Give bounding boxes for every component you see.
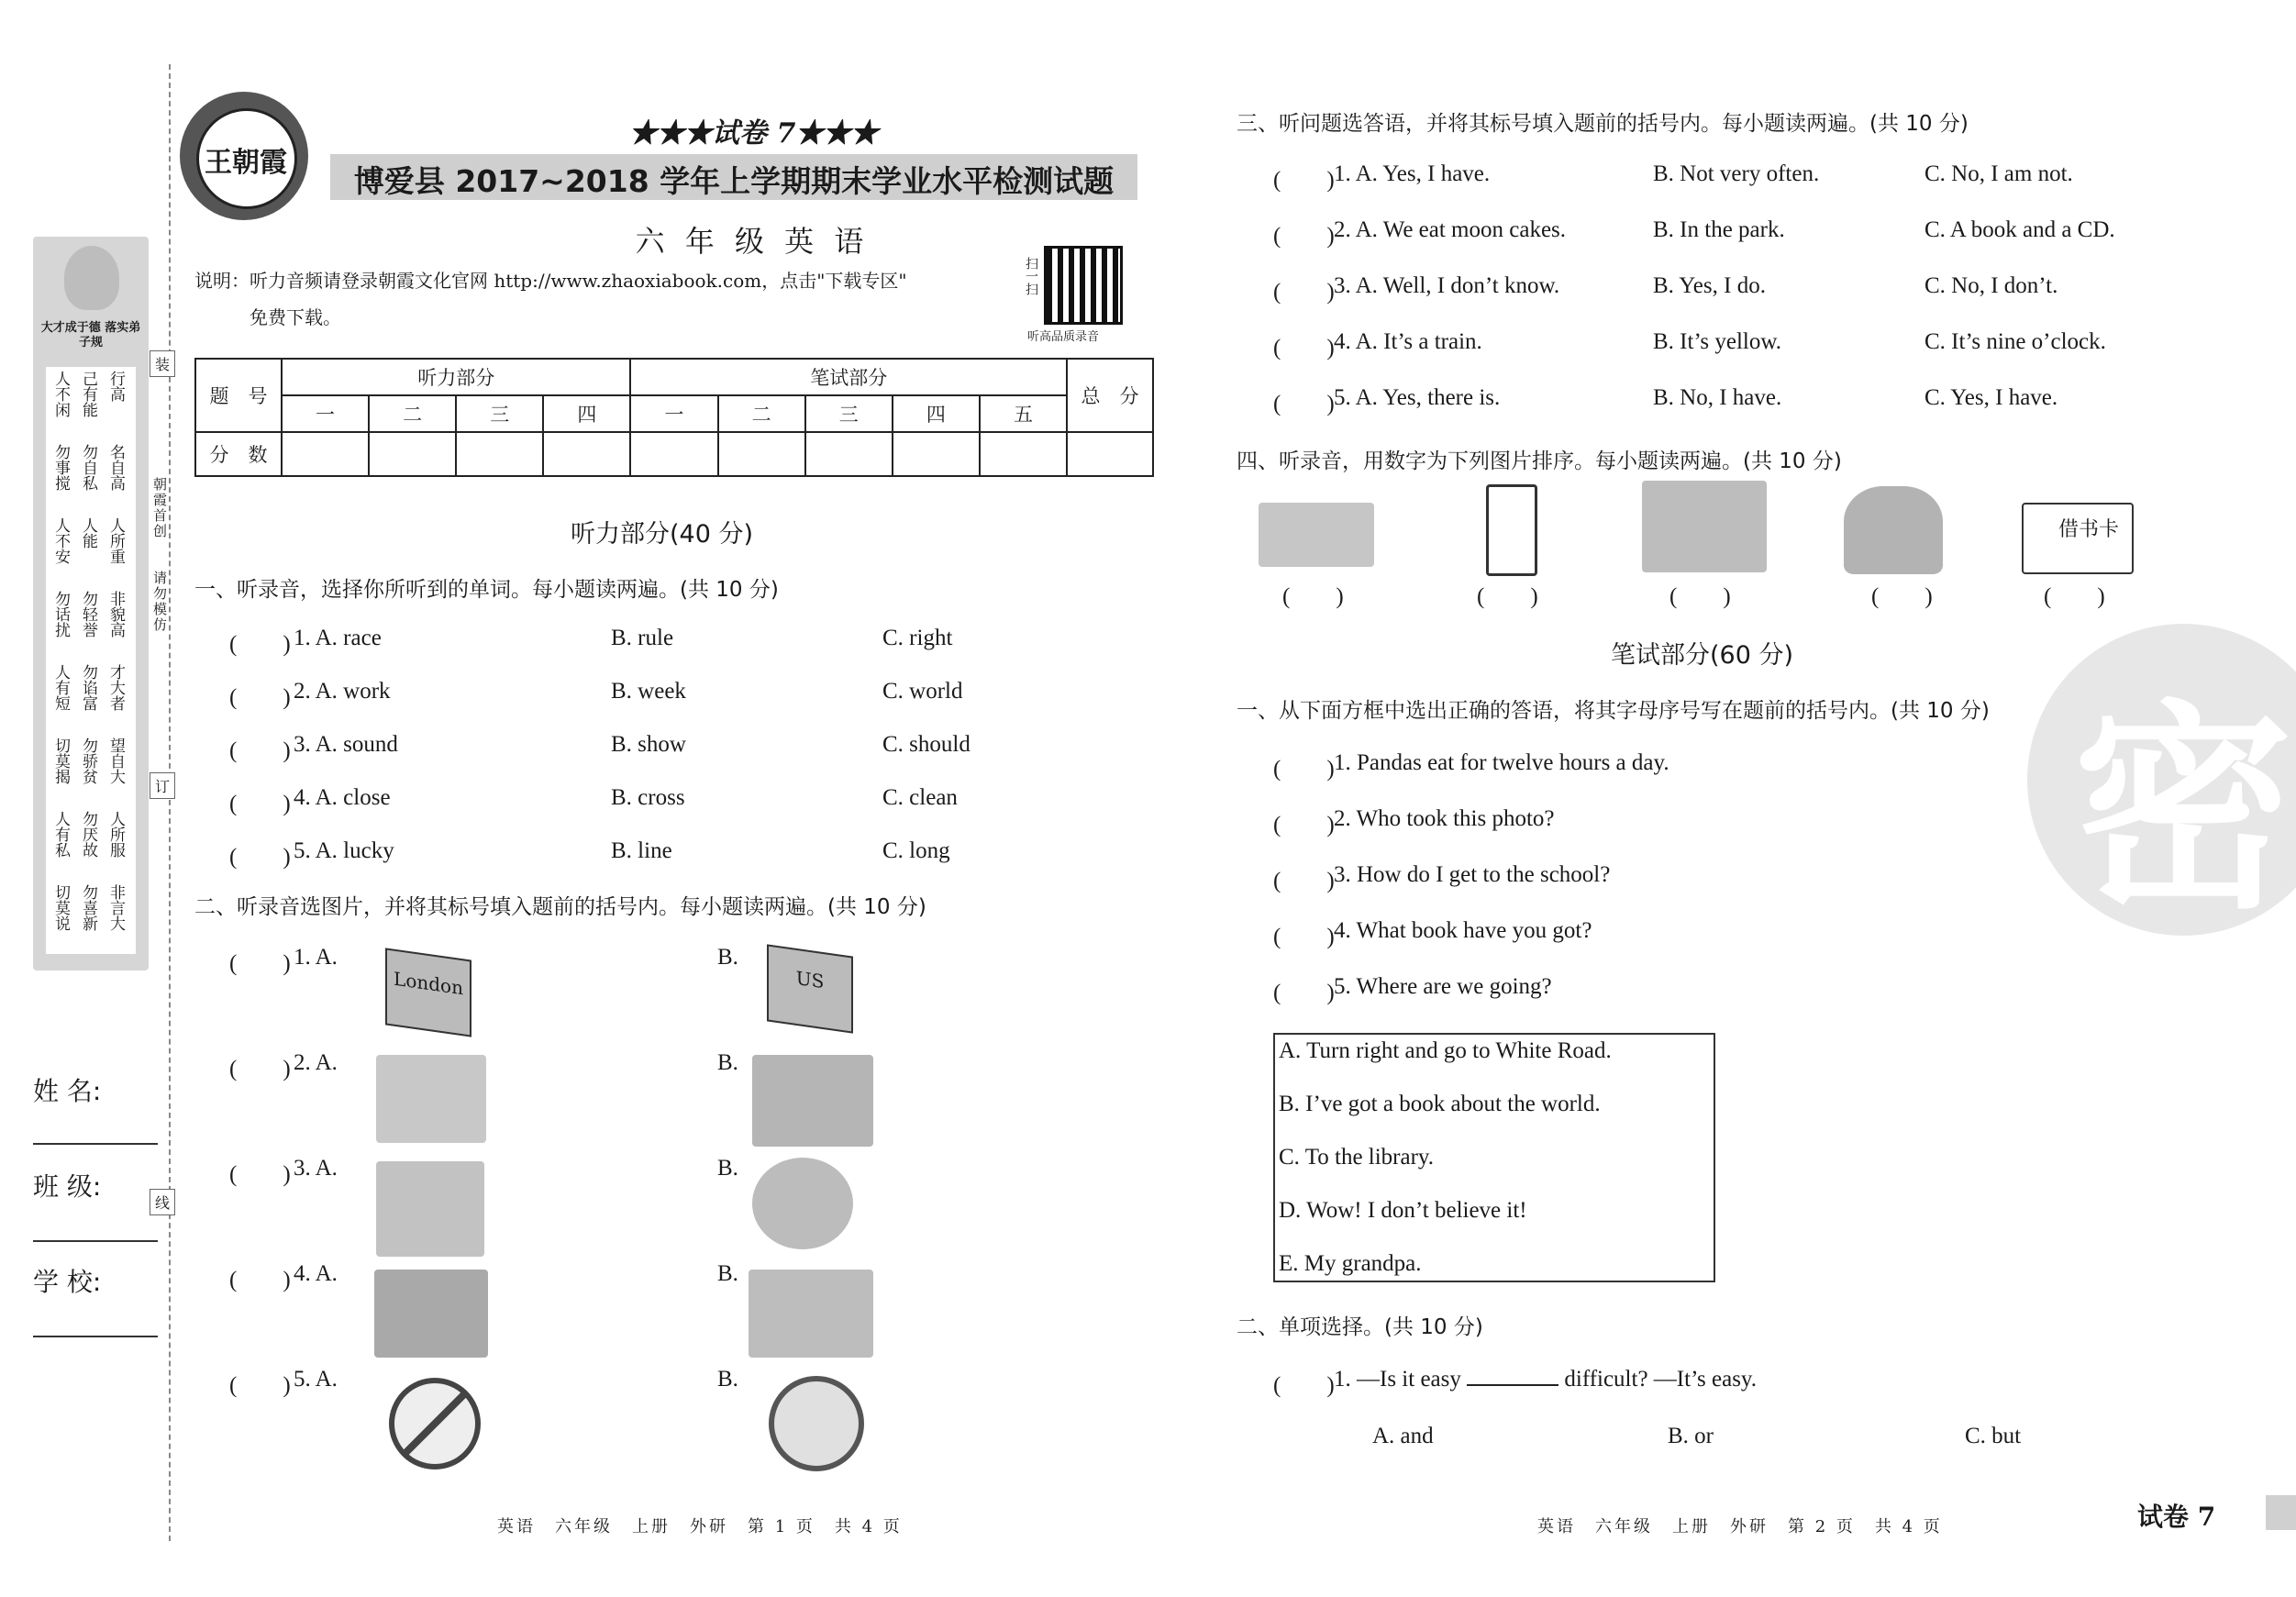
option-b: B. Not very often. [1653,161,1820,186]
book-us-label: US [795,966,825,993]
answer-paren[interactable]: ( ) [1273,925,1335,949]
elephants-image [752,1055,873,1147]
answer-option: D. Wow! I don’t believe it! [1279,1198,1527,1223]
binding-line [169,64,171,1541]
option-b: B. week [611,679,686,704]
option-c: C. long [882,838,950,863]
answer-paren[interactable]: ( ) [1282,584,1344,609]
col-header: 二 [718,395,805,432]
school-label: 学 校: [33,1267,102,1297]
option-c: C. It’s nine o’clock. [1924,329,2106,354]
motto-text: 人有私 [51,811,70,858]
name-field[interactable] [33,1143,158,1145]
buildings-image [374,1270,488,1358]
motto-text: 才大者 [106,664,125,711]
answer-paren[interactable]: ( ) [1273,168,1335,193]
option-b: B. [717,1050,738,1075]
qr-code-icon[interactable] [1044,246,1123,325]
qr-caption: 听高品质录音 [1027,330,1100,344]
strip-caption: 大才成于德 落实弟子规 [40,321,141,349]
answer-paren[interactable]: ( ) [1669,584,1731,609]
score-table [194,358,1154,477]
option-a: 3. A. sound [294,732,398,757]
answer-option: C. To the library. [1279,1145,1435,1170]
option-b: B. show [611,732,686,757]
motto-text: 行高 [106,371,125,402]
listening-q3-heading: 三、听问题选答语，并将其标号填入题前的括号内。每小题读两遍。(共 10 分) [1237,112,1969,136]
option-a: 5. A. Yes, there is. [1334,385,1501,410]
motto-text: 非言大 [106,884,125,931]
paper-badge: 试卷 7 [2137,1502,2216,1532]
motto-text: 勿事搅 [51,444,70,491]
motto-text: 人所服 [106,811,125,858]
col-header: 五 [980,395,1067,432]
motto-text: 勿喜新 [79,884,97,931]
answer-paren[interactable]: ( ) [1273,392,1335,416]
listening-q1-heading: 一、听录音，选择你所听到的单词。每小题读两遍。(共 10 分) [194,578,779,602]
option-b: B. cross [611,785,685,810]
answer-paren[interactable]: ( ) [229,685,291,710]
score-cell[interactable] [369,432,456,476]
question-text: 3. How do I get to the school? [1334,862,1611,887]
score-cell[interactable] [893,432,980,476]
motto-text: 人不闲 [51,371,70,417]
footer-right: 英语 六年级 上册 外研 第 2 页 共 4 页 [1537,1517,1943,1536]
motto-text: 人能 [79,517,97,549]
fill-blank[interactable] [1467,1384,1558,1386]
motto-text: 人所重 [106,517,125,564]
answer-paren[interactable]: ( ) [229,845,291,870]
option-a: 2. A. [294,1050,338,1075]
option-b: B. [717,1261,738,1286]
motto-text: 勿骄贫 [79,738,97,784]
question-text [1334,1367,1757,1392]
answer-paren[interactable]: ( ) [1273,1373,1335,1398]
col-header: 四 [893,395,980,432]
exam-subtitle: 六 年 级 英 语 [635,224,870,259]
bind-label-2: 订 [150,772,175,799]
pandas-image [376,1055,486,1143]
option-a: 2. A. We eat moon cakes. [1334,217,1567,242]
question-pre: 1. —Is it easy [1334,1367,1461,1392]
choice-b: B. or [1668,1424,1714,1448]
question-text: 1. Pandas eat for twelve hours a day. [1334,750,1669,775]
option-a: 3. A. [294,1156,338,1181]
question-text: 5. Where are we going? [1334,974,1552,999]
option-b: B. [717,945,738,970]
option-b: B. It’s yellow. [1653,329,1782,354]
col-header: 三 [805,395,893,432]
answer-paren[interactable]: ( ) [229,951,291,976]
listening-q4-heading: 四、听录音，用数字为下列图片排序。每小题读两遍。(共 10 分) [1237,449,1842,473]
book-us-image [767,944,853,1033]
score-cell[interactable] [282,432,369,476]
answer-option: E. My grandpa. [1279,1251,1422,1276]
option-c: C. world [882,679,963,704]
motto-text: 切莫说 [51,884,70,931]
option-c: C. No, I am not. [1924,161,2073,186]
score-cell[interactable] [980,432,1067,476]
score-cell[interactable] [543,432,630,476]
motto-text: 勿厌故 [79,811,97,858]
option-c: C. Yes, I have. [1924,385,2058,410]
col-header: 一 [630,395,717,432]
option-c: C. clean [882,785,958,810]
quiet-sign-icon [769,1376,864,1471]
answer-option: A. Turn right and go to White Road. [1279,1038,1612,1063]
download-note-cont: 免费下载。 [250,306,341,328]
option-b: B. rule [611,626,674,650]
option-a: 4. A. It’s a train. [1334,329,1482,354]
school-field[interactable] [33,1336,158,1337]
answer-paren[interactable]: ( ) [1273,813,1335,837]
answer-paren[interactable]: ( ) [1273,981,1335,1005]
paper-number: ★★★试卷 7★★★ [629,117,879,150]
motto-text: 切莫揭 [51,738,70,784]
seal-watermark-char: 密 [2072,682,2293,938]
bind-label-3: 线 [150,1189,175,1215]
option-a: 1. A. Yes, I have. [1334,161,1491,186]
scholar-figure-image [64,246,119,310]
listening-header: 听力部分 [282,359,630,395]
option-c: C. should [882,732,971,757]
motto-text: 望自大 [106,738,125,784]
motto-text: 己有能 [79,371,97,417]
boy-reading-image [376,1161,484,1257]
option-b: B. Yes, I do. [1653,273,1766,298]
class-field[interactable] [33,1240,158,1242]
answer-paren[interactable]: ( ) [1273,280,1335,305]
answer-paren[interactable]: ( ) [1477,584,1538,609]
answer-paren[interactable]: ( ) [229,632,291,657]
motto-text: 人不安 [51,517,70,564]
vertical-note-2: 请勿模仿 [151,571,168,633]
option-a: 1. A. race [294,626,382,650]
question-post: difficult? —It’s easy. [1564,1367,1758,1392]
no-bicycle-sign-icon [389,1378,481,1469]
footer-left: 英语 六年级 上册 外研 第 1 页 共 4 页 [497,1517,903,1536]
qr-side-label: 扫一扫 [1024,257,1038,295]
option-b: B. [717,1156,738,1181]
answer-paren[interactable]: ( ) [229,1057,291,1081]
option-b: B. In the park. [1653,217,1785,242]
score-table-item-header: 题 号 [195,359,282,432]
writing-header: 笔试部分 [630,359,1067,395]
mountain-image [749,1270,873,1358]
motto-text: 勿轻誉 [79,591,97,638]
answer-paren[interactable]: ( ) [229,1268,291,1292]
motto-text: 勿话扰 [51,591,70,638]
library-card-text: 借书卡 [2058,518,2120,541]
motto-text: 人有短 [51,664,70,711]
bind-label-1: 装 [150,350,175,377]
answer-option: B. I’ve got a book about the world. [1279,1092,1601,1116]
answer-paren[interactable]: ( ) [1273,224,1335,249]
writing-q2-heading: 二、单项选择。(共 10 分) [1237,1315,1483,1339]
answer-paren[interactable]: ( ) [229,1373,291,1398]
choice-a: A. and [1372,1424,1434,1448]
answer-paren[interactable]: ( ) [1273,869,1335,893]
badge-bar [2266,1495,2296,1530]
kite-image [1844,486,1943,574]
answer-paren[interactable]: ( ) [1871,584,1933,609]
option-b: B. line [611,838,672,863]
col-header: 二 [369,395,456,432]
answer-paren[interactable]: ( ) [229,1162,291,1187]
answer-paren[interactable]: ( ) [1273,757,1335,782]
col-header: 一 [282,395,369,432]
writing-section-title: 笔试部分(60 分) [1611,641,1794,670]
option-a: 4. A. [294,1261,338,1286]
option-a: 3. A. Well, I don’t know. [1334,273,1560,298]
motto-text: 勿谄富 [79,664,97,711]
exam-title: 博爱县 2017~2018 学年上学期期末学业水平检测试题 [353,163,1115,199]
motto-text: 名自高 [106,444,125,491]
book-london-label: London [394,967,463,1000]
download-note: 说明：听力音频请登录朝霞文化官网 http://www.zhaoxiabook.com，点击"下载专区" [194,270,907,292]
motto-text: 勿自私 [79,444,97,491]
logo-text: 王朝霞 [205,147,287,179]
motto-text: 非貌高 [106,591,125,638]
name-label: 姓 名: [33,1076,102,1106]
option-b: B. [717,1367,738,1392]
score-cell[interactable] [805,432,893,476]
question-text: 2. Who took this photo? [1334,806,1555,831]
cartoon-ball-image [752,1158,853,1249]
book-london-image [385,948,471,1037]
col-header: 四 [543,395,630,432]
question-text: 4. What book have you got? [1334,918,1592,943]
option-a: 4. A. close [294,785,391,810]
score-cell[interactable] [1067,432,1153,476]
option-c: C. No, I don’t. [1924,273,2058,298]
option-a: 1. A. [294,945,338,970]
listening-section-title: 听力部分(40 分) [571,520,754,549]
option-b: B. No, I have. [1653,385,1782,410]
score-cell[interactable] [718,432,805,476]
traffic-light-image [1486,484,1537,576]
score-row-label: 分 数 [195,432,282,476]
option-a: 2. A. work [294,679,391,704]
answer-paren[interactable]: ( ) [229,792,291,816]
writing-q1-heading: 一、从下面方框中选出正确的答语，将其字母序号写在题前的括号内。(共 10 分) [1237,699,1990,723]
option-a: 5. A. [294,1367,338,1392]
children-image [1259,503,1374,567]
option-a: 5. A. lucky [294,838,394,863]
col-header: 三 [456,395,543,432]
score-cell[interactable] [456,432,543,476]
option-c: C. right [882,626,953,650]
farm-image [1642,481,1767,572]
score-cell[interactable] [630,432,717,476]
choice-c: C. but [1965,1424,2022,1448]
class-label: 班 级: [33,1171,102,1202]
listening-q2-heading: 二、听录音选图片，并将其标号填入题前的括号内。每小题读两遍。(共 10 分) [194,895,926,919]
total-header: 总 分 [1067,359,1153,432]
option-c: C. A book and a CD. [1924,217,2115,242]
vertical-note-1: 朝霞首创 [151,477,168,539]
answer-paren[interactable]: ( ) [1273,336,1335,360]
answer-paren[interactable]: ( ) [229,738,291,763]
answer-paren[interactable]: ( ) [2044,584,2105,609]
